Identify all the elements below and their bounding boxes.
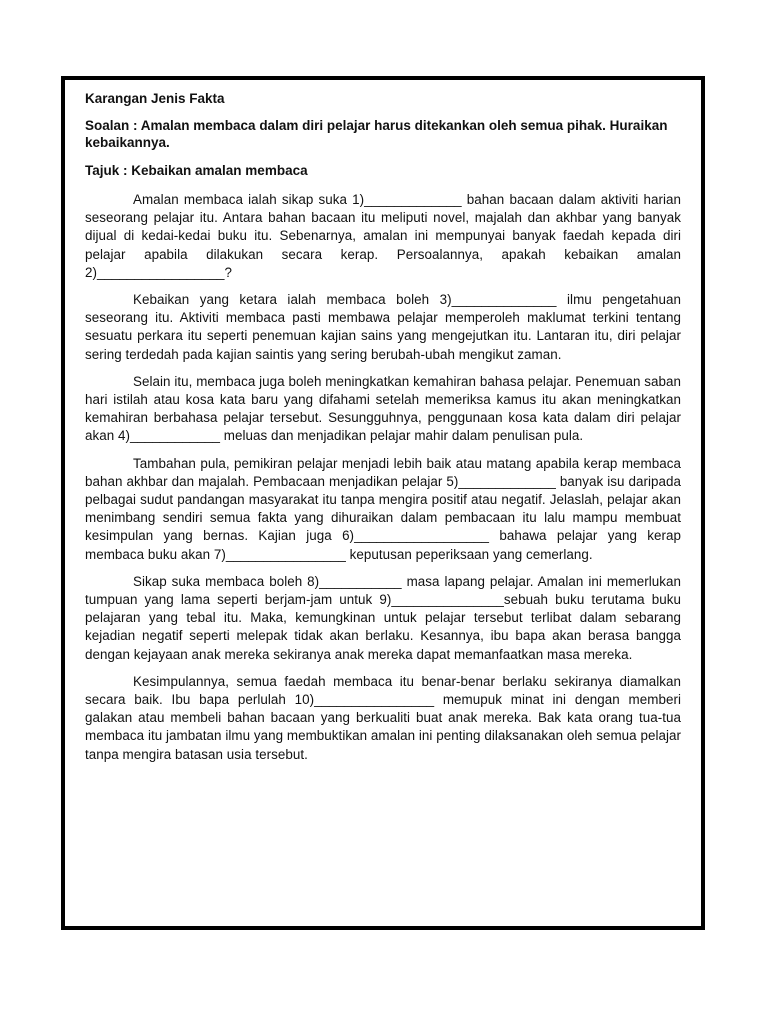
document-title: Karangan Jenis Fakta	[85, 91, 225, 106]
document-frame	[61, 76, 705, 930]
paragraph-intro: Amalan membaca ialah sikap suka 1)_____________ bahan bacaan dalam aktiviti harian seseorang pelajar itu. Antara bahan bacaan itu meliputi novel, majalah dan akhbar yang banyak dijual di kedai-kedai buku itu. Sebenarnya, amalan ini mempunyai banyak faedah kepada diri pelajar apabila dilakukan secara kerap. Persoalannya, apakah kebaikan amalan 2)_________________?	[85, 192, 681, 280]
paragraph-thinking: Tambahan pula, pemikiran pelajar menjadi lebih baik atau matang apabila kerap membaca bahan akhbar dan majalah. Pembacaan menjadikan pelajar 5)_____________ banyak isu daripada pelbagai sudut pandangan masyarakat itu tanpa mengira positif atau negatif. Jelaslah, pelajar akan menimbang sendiri semua fakta yang dihuraikan dalam pembacaan itu lalu mampu membuat kesimpulan yang bernas. Kajian juga 6)__________________ bahawa pelajar yang kerap membaca buku akan 7)________________ keputusan peperiksaan yang cemerlang.	[85, 455, 681, 562]
paragraph-conclusion: Kesimpulannya, semua faedah membaca itu benar-benar berlaku sekiranya diamalkan secara baik. Ibu bapa perlulah 10)________________ memupuk minat ini dengan memberi galakan atau membeli bahan bacaan yang berkualiti buat anak mereka. Bak kata orang tua-tua membaca itu jambatan ilmu yang membuktikan amalan ini penting dilaksanakan oleh semua pelajar tanpa mengira batasan usia tersebut.	[85, 673, 681, 762]
paragraph-leisure: Sikap suka membaca boleh 8)___________ masa lapang pelajar. Amalan ini memerlukan tumpuan yang lama seperti berjam-jam untuk 9)_______________sebuah buku terutama buku pelajaran yang tebal itu. Maka, kemungkinan untuk pelajar tersebut terlibat dalam sebarang kejadian negatif seperti melepak tidak akan berlaku. Kesannya, ibu bapa akan berasa bangga dengan kejayaan anak mereka sekiranya anak mereka dapat memanfaatkan masa mereka.	[85, 573, 681, 662]
topic-heading: Tajuk : Kebaikan amalan membaca	[85, 163, 308, 178]
document-content	[85, 90, 681, 773]
question-text: Soalan : Amalan membaca dalam diri pelajar harus ditekankan oleh semua pihak. Huraikan kebaikannya.	[85, 118, 668, 150]
paragraph-knowledge: Kebaikan yang ketara ialah membaca boleh 3)______________ ilmu pengetahuan seseorang itu. Aktiviti membaca pasti membawa pelajar memperoleh maklumat terkini tentang sesuatu perkara itu seperti penemuan kajian sains yang mengejutkan itu. Lantaran itu, diri pelajar sering terdedah pada kajian saintis yang sering berubah-ubah mengikut zaman.	[85, 292, 681, 362]
paragraph-language: Selain itu, membaca juga boleh meningkatkan kemahiran bahasa pelajar. Penemuan saban hari istilah atau kosa kata baru yang difahami setelah memeriksa kamus itu akan meningkatkan kemahiran berbahasa pelajar tersebut. Sesungguhnya, penggunaan kosa kata dalam diri pelajar akan 4)____________ meluas dan menjadikan pelajar mahir dalam penulisan pula.	[85, 373, 681, 444]
